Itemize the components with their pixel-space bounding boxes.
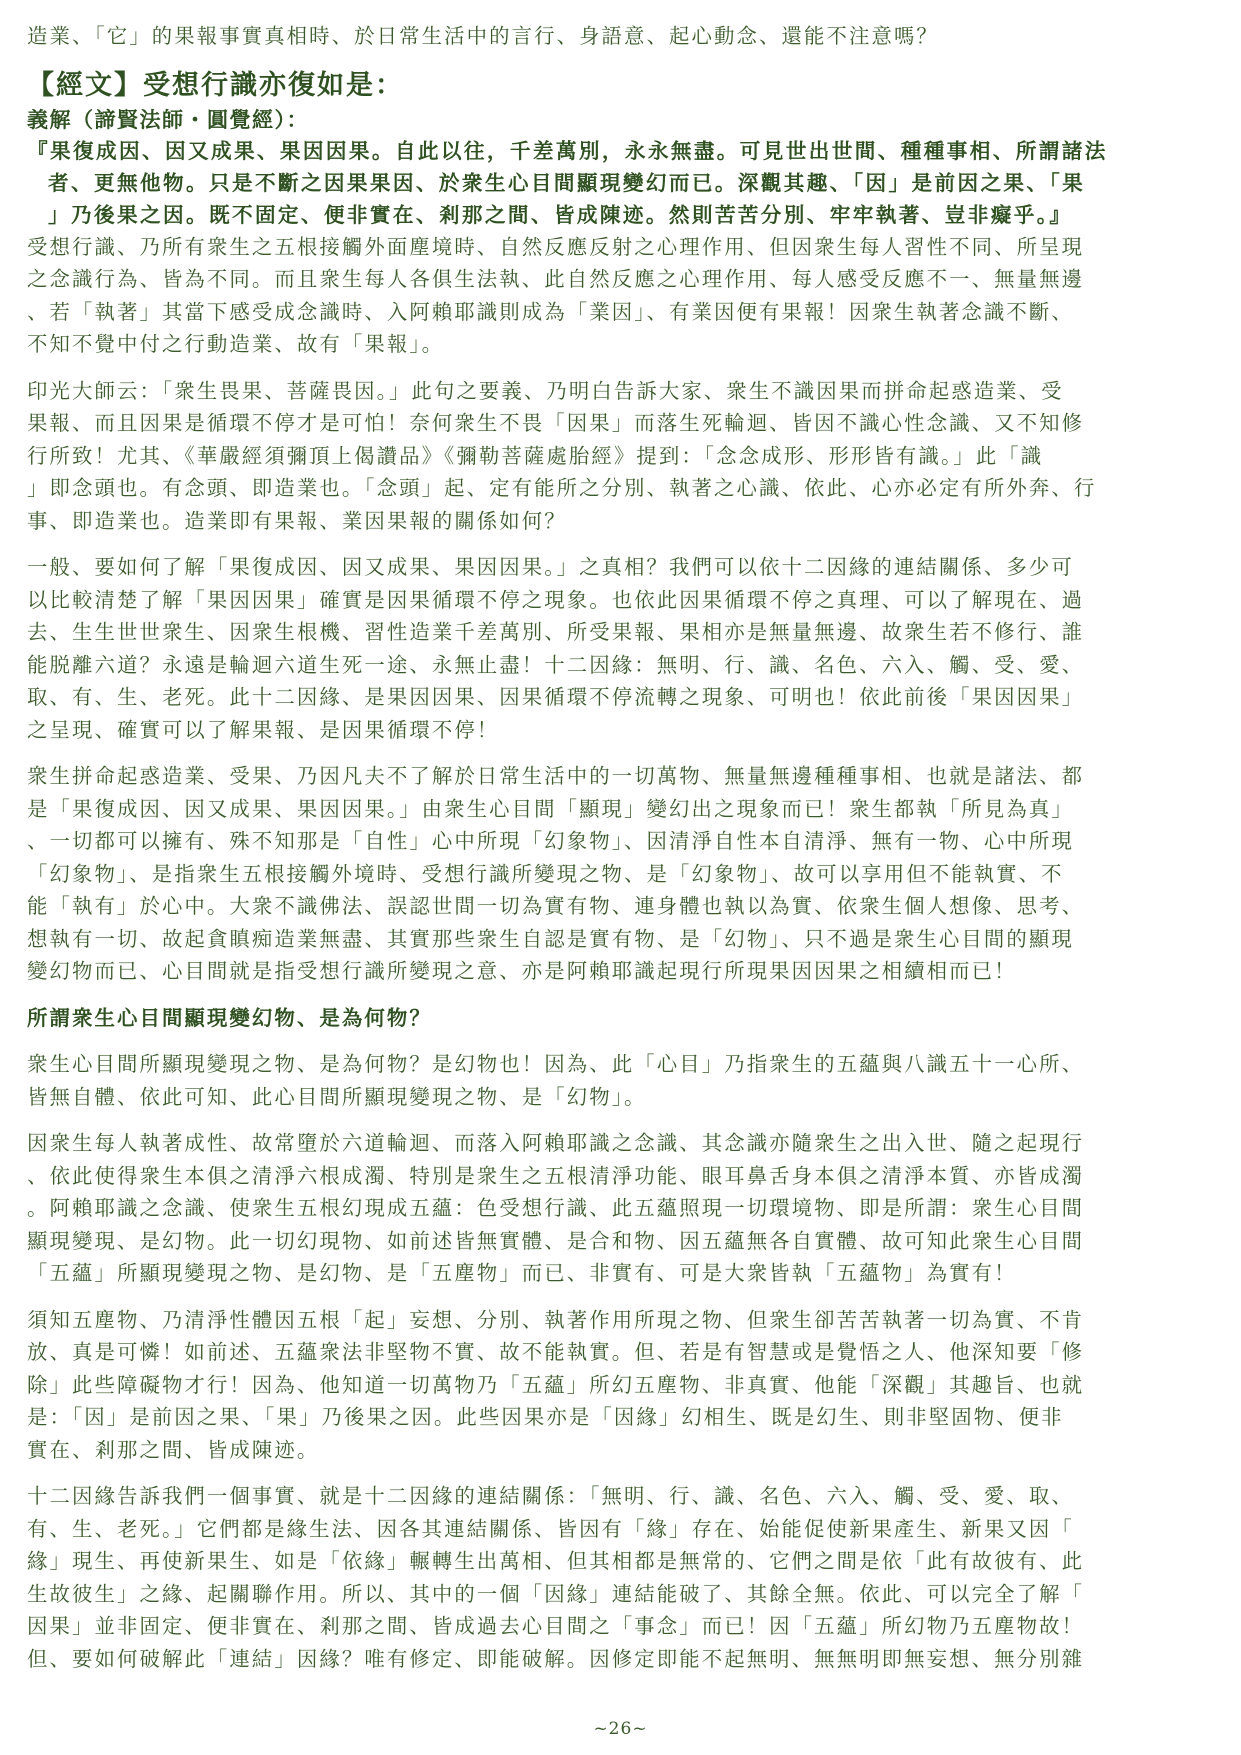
body-paragraph [27,1127,1215,1290]
paragraph-line: 之念識行為、皆為不同。而且衆生每人各俱生法執、此自然反應之心理作用、每人感受反應不一、無量無邊 [27,267,1085,291]
paragraph-line: 去、生生世世衆生、因衆生根機、習性造業千差萬別、所受果報、果相亦是無量無邊、故衆生若不修行、誰 [27,620,1085,644]
paragraph-line: 、依此使得衆生本俱之清淨六根成濁、特別是衆生之五根清淨功能、眼耳鼻舌身本俱之清淨本質、亦皆成濁 [27,1163,1085,1188]
paragraph-line: 行所致！尤其、《華嚴經須彌頂上偈讚品》《彌勒菩薩處胎經》提到：「念念成形、形形皆有識。」此「識 [27,443,1044,468]
body-paragraph [27,760,1215,988]
paragraph-line: 顯現變現、是幻物。此一切幻現物、如前述皆無實體、是合和物、因五蘊無各自實體、故可知此衆生心目間 [27,1228,1085,1253]
body-paragraph [27,1304,1215,1467]
paragraph-line: 以比較清楚了解「果因因果」確實是因果循環不停之現象。也依此因果循環不停之真理、可以了解現在、過 [27,587,1085,612]
paragraph-line: 之呈現、確實可以了解果報、是因果循環不停！ [27,717,500,742]
paragraph-line: 所謂衆生心目間顯現變幻物、是為何物？ [27,1005,432,1030]
paragraph-line: 想執有一切、故起貪瞋痴造業無盡、其實那些衆生自認是實有物、是「幻物」、只不過是衆生心目間的顯現 [27,926,1074,951]
paragraph-line: 「五蘊」所顯現變現之物、是幻物、是「五塵物」而已、非實有、可是大衆皆執「五蘊物」為實有！ [27,1261,1017,1285]
paragraph-line: 取、有、生、老死。此十二因緣、是果因因果、因果循環不停流轉之現象、可明也！依此前後「果因因果」 [27,685,1085,709]
paragraph-line: 一般、要如何了解「果復成因、因又成果、果因因果。」之真相？我們可以依十二因緣的連結關係、多少可 [27,555,1074,579]
paragraph-line: 因果」並非固定、便非實在、剎那之間、皆成過去心目間之「事念」而已！因「五蘊」所幻物乃五塵物故！ [27,1614,1085,1638]
body-paragraph [27,375,1215,538]
paragraph-line: 衆生拼命起惑造業、受果、乃因凡夫不了解於日常生活中的一切萬物、無量無邊種種事相、也就是諸法、都 [27,764,1085,788]
paragraph-line: 放、真是可憐！如前述、五蘊衆法非堅物不實、故不能執實。但、若是有智慧或是覺悟之人、他深知要「修 [27,1340,1085,1364]
paragraph-line: 是：「因」是前因之果、「果」乃後果之因。此些因果亦是「因緣」幻相生、既是幻生、則非堅固物、便非 [27,1405,1064,1429]
sutra-heading: 【經文】受想行識亦復如是： [27,69,404,101]
body-paragraph [27,1048,1215,1113]
paragraph-line: 」即念頭也。有念頭、即造業也。「念頭」起、定有能所之分別、執著之心識、依此、心亦必定有所外奔、行 [27,476,1097,500]
paragraph-line: 有、生、老死。」它們都是緣生法、因各其連結關係、皆因有「緣」存在、始能促使新果產生、新果又因「 [27,1516,1074,1541]
paragraph-line: 事、即造業也。造業即有果報、業因果報的關係如何？ [27,508,567,533]
paragraph-line: 衆生心目間所顯現變現之物、是為何物？是幻物也！因為、此「心目」乃指衆生的五蘊與八識五十一心所、 [27,1052,1085,1076]
intro-line: 造業、「它」的果報事實真相時、於日常生活中的言行、身語意、起心動念、還能不注意嗎？ [27,24,939,48]
paragraph-line: 能「執有」於心中。大衆不識佛法、誤認世間一切為實有物、連身體也執以為實、依衆生個人想像、思考、 [27,894,1085,918]
commentary-subheading: 義解（諦賢法師・圓覺經）： [27,106,309,132]
paragraph-line: 「幻象物」、是指衆生五根接觸外境時、受想行識所變現之物、是「幻象物」、故可以享用但不能執實、不 [27,861,1064,886]
page-number: ~26~ [593,1719,648,1739]
section-question [27,1002,1215,1035]
paragraph-line: 、一切都可以擁有、殊不知那是「自性」心中所現「幻象物」、因清淨自性本自清淨、無有一物、心中所現 [27,829,1074,853]
commentary-quote [27,135,1215,231]
paragraph-line: 生故彼生」之緣、起關聯作用。所以、其中的一個「因緣」連結能破了、其餘全無。依此、可以完全了解「 [27,1581,1085,1606]
paragraph-line: 須知五塵物、乃清淨性體因五根「起」妄想、分別、執著作用所現之物、但衆生卻苦苦執著一切為實、不肯 [27,1307,1085,1332]
paragraph-line: 。阿賴耶識之念識、使衆生五根幻現成五蘊：色受想行識、此五蘊照現一切環境物、即是所謂：衆生心目間 [27,1196,1085,1220]
paragraph-line: 除」此些障礙物才行！因為、他知道一切萬物乃「五蘊」所幻五塵物、非真實、他能「深觀」其趣旨、也就 [27,1372,1085,1397]
paragraph-line: 實在、剎那之間、皆成陳迹。 [27,1437,320,1462]
body-paragraphs [27,231,1215,1676]
paragraph-line: 因衆生每人執著成性、故常墮於六道輪迴、而落入阿賴耶識之念識、其念識亦隨衆生之出入世、隨之起現行 [27,1131,1085,1155]
quote-line: 者、更無他物。只是不斷之因果果因、於衆生心目間顯現變幻而已。深觀其趣、「因」是前因之果、「果 [48,170,1086,195]
paragraph-line: 能脱離六道？永遠是輪迴六道生死一途、永無止盡！十二因緣：無明、行、識、名色、六入、觸、受、愛、 [27,652,1085,677]
paragraph-line: 印光大師云：「衆生畏果、菩薩畏因。」此句之要義、乃明白告訴大家、衆生不識因果而拼命起惑造業、受 [27,378,1064,403]
paragraph-line: 十二因緣告訴我們一個事實、就是十二因緣的連結關係：「無明、行、識、名色、六入、觸、受、愛、取、 [27,1484,1074,1508]
body-paragraph [27,1480,1215,1675]
paragraph-line: 果報、而且因果是循環不停才是可怕！奈何衆生不畏「因果」而落生死輪迴、皆因不識心性念識、又不知修 [27,411,1085,435]
paragraph-line: 、若「執著」其當下感受成念識時、入阿賴耶識則成為「業因」、有業因便有果報！因衆生執著念識不斷、 [27,299,1074,324]
paragraph-line: 受想行識、乃所有衆生之五根接觸外面塵境時、自然反應反射之心理作用、但因衆生每人習性不同、所呈現 [27,234,1085,259]
paragraph-line: 皆無自體、依此可知、此心目間所顯現變現之物、是「幻物」。 [27,1084,647,1109]
quote-line: 」乃後果之因。既不固定、便非實在、剎那之間、皆成陳迹。然則苦苦分別、牢牢執著、豈非癡乎。』 [48,202,1073,227]
paragraph-line: 不知不覺中付之行動造業、故有「果報」。 [27,332,445,356]
paragraph-line: 緣」現生、再使新果生、如是「依緣」輾轉生出萬相、但其相都是無常的、它們之間是依「此有故彼有、此 [27,1549,1085,1573]
quote-line: 『果復成因、因又成果、果因因果。自此以往，千差萬別，永永無盡。可見世出世間、種種事相、所謂諸法 [27,138,1108,163]
paragraph-line: 但、要如何破解此「連結」因緣？唯有修定、即能破解。因修定即能不起無明、無無明即無妄想、無分別雜 [27,1646,1085,1671]
paragraph-line: 是「果復成因、因又成果、果因因果。」由衆生心目間「顯現」變幻出之現象而已！衆生都執「所見為真」 [27,796,1074,821]
body-paragraph [27,551,1215,746]
body-paragraph [27,231,1215,361]
paragraph-line: 變幻物而已、心目間就是指受想行識所變現之意、亦是阿賴耶識起現行所現果因因果之相續相而已！ [27,959,1017,983]
